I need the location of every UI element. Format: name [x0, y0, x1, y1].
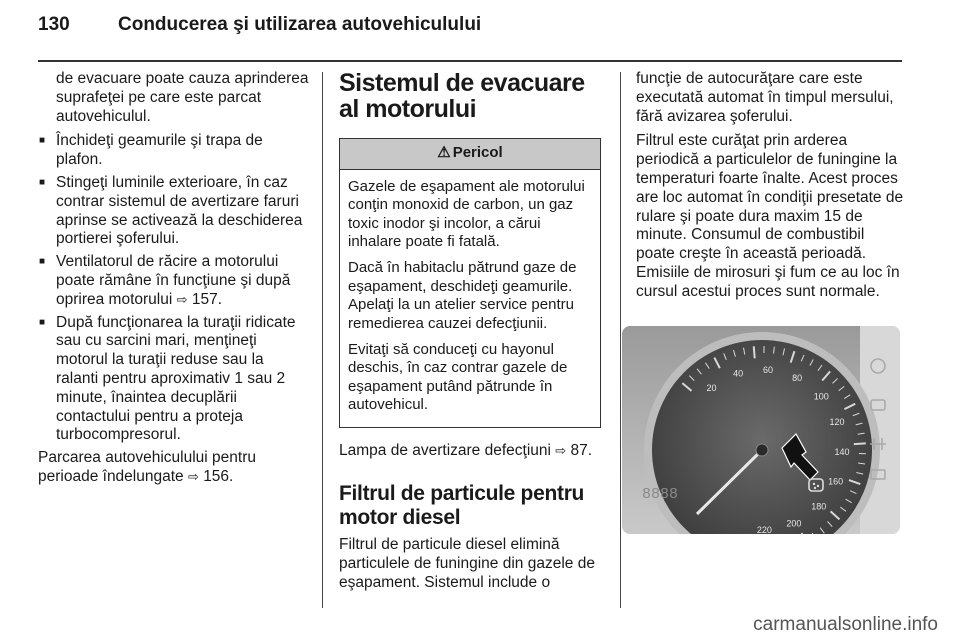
speed-label: 120 [829, 417, 845, 428]
danger-paragraph: Dacă în habitaclu pătrund gaze de eşapament, deschideţi geamurile. Apelaţi la un atelier service pentru remedierea cauzei defecţiunii. [348, 259, 577, 332]
header-rule [38, 60, 902, 62]
column-right [636, 70, 904, 308]
dial-tick [854, 443, 866, 444]
page-ref-arrow-icon: ⇨ [187, 468, 199, 484]
speedometer-illustration [622, 326, 900, 534]
speed-label: 60 [763, 365, 774, 376]
page-ref-arrow-icon: ⇨ [555, 442, 567, 458]
danger-paragraph: Evitaţi să conduceţi cu hayonul deschis, în caz contrar gazele de eşapament putând pătrunde în autovehicul. [348, 341, 568, 414]
dial-tick [754, 346, 755, 358]
bullet-list [38, 132, 310, 445]
needle-hub [756, 444, 768, 456]
speed-label: 40 [733, 368, 744, 379]
speed-label: 20 [706, 382, 717, 393]
column-divider-2 [620, 72, 621, 608]
speed-label: 100 [813, 391, 829, 402]
page-ref-link[interactable]: 156. [203, 467, 234, 485]
page-ref-link[interactable]: 157. [191, 290, 223, 308]
page-number: 130 [38, 14, 70, 35]
instrument-cluster-figure [622, 326, 900, 534]
danger-paragraph: Gazele de eşapament ale motorului conţin monoxid de carbon, un gaz toxic inodor şi incolor, a cărui inhalare poate fi fatală. [348, 177, 585, 251]
chapter-title: Conducerea şi utilizarea autovehiculului [118, 14, 482, 35]
speed-label: 200 [786, 518, 802, 529]
filter-cleaning-paragraph: Filtrul este curăţat prin arderea periodică a particulelor de funingine la temperaturi foarte înalte. Acest proces are loc automat în condiţii presetate de rulare şi poate dura maxim 15 de minute. Consumul de combustibil poate creşte în această perioadă. Emisiile de mirosuri şi fum ce au loc în cursul acestui proces sunt normale. [636, 132, 904, 300]
parking-paragraph: Parcarea autovehiculului pentru perioade îndelungate ⇨ 156. [38, 449, 256, 485]
section-title: Sistemul de evacuare al motorului [339, 69, 585, 123]
page-ref-arrow-icon: ⇨ [176, 291, 188, 307]
danger-header [340, 139, 600, 170]
selfclean-paragraph: funcţie de autocurăţare care este executată automat în timpul mersului, fără avizarea şoferului. [636, 70, 894, 125]
lamp-paragraph: Lampa de avertizare defecţiuni ⇨ 87. [339, 441, 593, 459]
page-ref-link[interactable]: 87. [570, 441, 593, 459]
speed-label: 160 [828, 476, 844, 487]
column-left [38, 70, 310, 493]
speed-label: 140 [834, 446, 850, 457]
odometer-digits: 8888 [642, 486, 679, 503]
danger-body [340, 170, 600, 427]
speed-label: 80 [792, 373, 803, 384]
column-middle [339, 70, 601, 599]
danger-box [339, 138, 601, 428]
column-divider-1 [322, 72, 323, 608]
speed-label: 180 [811, 501, 827, 512]
list-item: ■ Stingeţi luminile exterioare, în caz contrar sistemul de avertizare faruri aprinse se activează la deschiderea portierei şoferului. [38, 174, 310, 249]
speed-label: 220 [756, 524, 772, 534]
subsection-title: Filtrul de particule pentru motor diesel [339, 482, 585, 530]
list-item: ■ După funcţionarea la turaţii ridicate sau cu sarcini mari, menţineţi motorul la turaţii reduse sau la ralanti pentru aproximativ 1 sau 2 minute, înaintea decuplării contactului pentru a proteja turbocompresorul. [38, 314, 310, 446]
list-item: ■ Ventilatorul de răcire a motorului poate rămâne în funcţiune şi după oprirea motorului ⇨ 157. [38, 253, 310, 309]
list-item: ■ Închideţi geamurile şi trapa de plafon. [38, 132, 310, 170]
filter-paragraph: Filtrul de particule diesel elimină particulele de funingine din gazele de eşapament. Sistemul include o [339, 536, 595, 592]
warning-triangle-icon: ⚠ [437, 144, 451, 161]
intro-paragraph: de evacuare poate cauza aprinderea suprafeţei pe care este parcat autovehiculul. [56, 70, 309, 125]
danger-label: Pericol [452, 144, 503, 161]
watermark-text: carmanualsonline.info [753, 614, 938, 635]
